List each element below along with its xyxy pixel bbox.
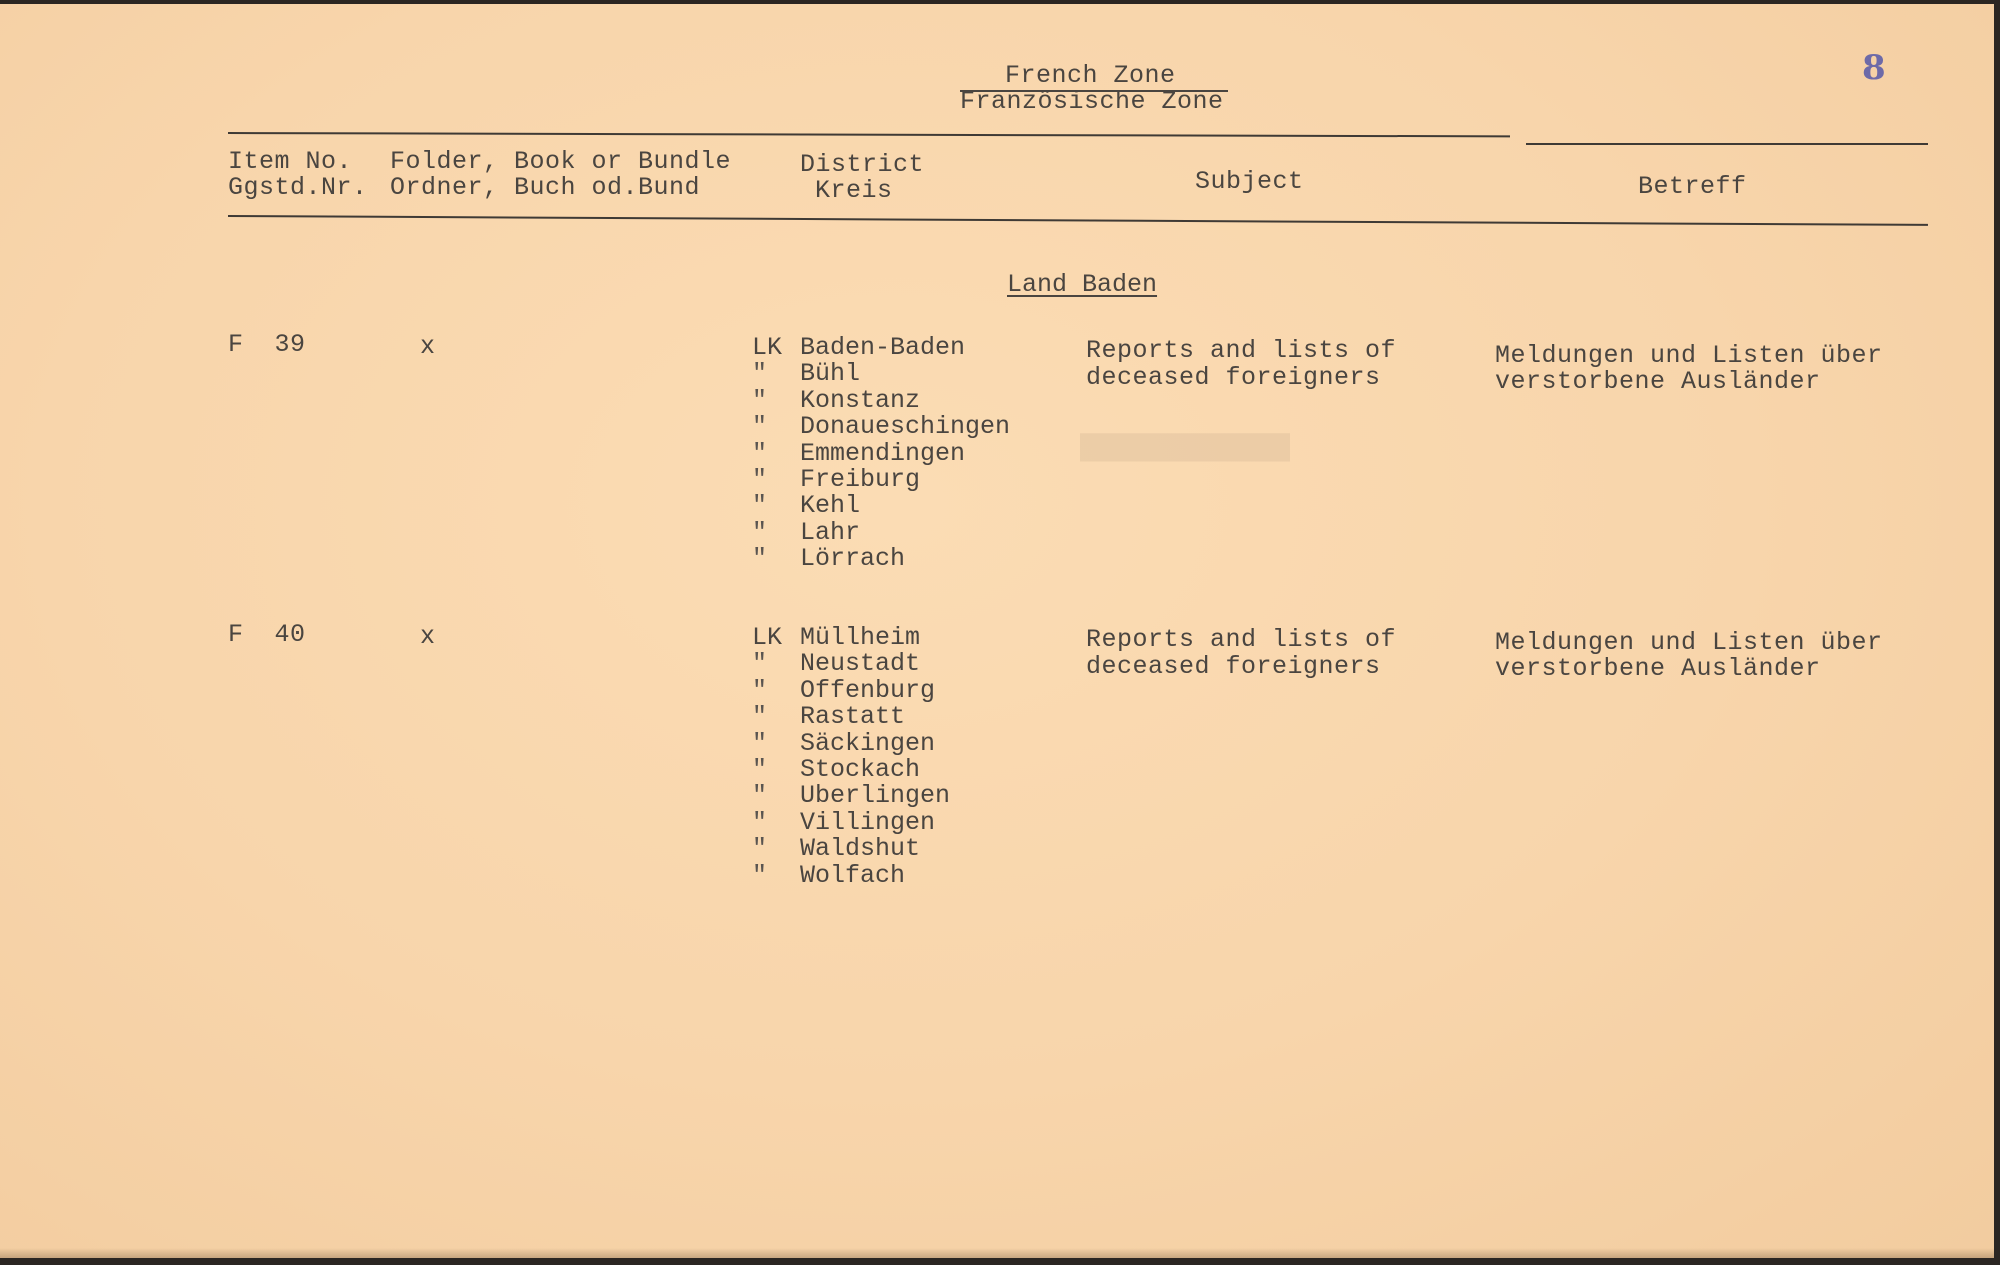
district-name: Kehl (800, 491, 861, 521)
entry-item-number: F 39 (228, 330, 306, 359)
district-name: Bühl (800, 359, 861, 389)
district-prefix: " (752, 649, 768, 679)
district-prefix: " (752, 544, 768, 574)
district-prefix: " (752, 807, 768, 837)
district-name: Neustadt (800, 649, 921, 679)
district-name: Offenburg (800, 675, 936, 705)
district-name: Emmendingen (800, 438, 966, 468)
entry-subject: deceased foreigners (1086, 363, 1381, 392)
district-name: Villingen (800, 807, 936, 837)
zone-title-english: French Zone (1005, 61, 1176, 90)
district-name: Lahr (800, 517, 861, 547)
header-item-no-de: Ggstd.Nr. (228, 173, 368, 202)
entry-betreff: Meldungen und Listen über (1495, 628, 1883, 657)
district-prefix: " (752, 702, 768, 732)
zone-title-german: Französische Zone (960, 87, 1224, 116)
page-number: 8 (1862, 48, 1886, 88)
entry-betreff: verstorbene Ausländer (1495, 654, 1821, 683)
bleed-through-decoration: ██████████████ (1080, 433, 1291, 462)
district-name: Rastatt (800, 702, 906, 732)
header-folder: Folder, Book or Bundle (390, 147, 732, 176)
header-folder-de: Ordner, Buch od.Bund (390, 173, 701, 202)
entry-item-number: F 40 (228, 620, 306, 649)
district-prefix: " (752, 412, 768, 442)
document-page (0, 4, 1994, 1258)
header-district-de: Kreis (815, 176, 893, 205)
district-prefix: " (752, 438, 768, 468)
district-name: Stockach (800, 754, 921, 784)
district-prefix: LK (752, 333, 783, 362)
district-prefix: LK (752, 623, 783, 652)
district-name: Lörrach (800, 544, 906, 574)
district-name: Baden-Baden (800, 333, 966, 362)
header-subject: Subject (1195, 167, 1304, 196)
district-prefix: " (752, 754, 768, 784)
district-prefix: " (752, 834, 768, 864)
district-name: Müllheim (800, 623, 921, 652)
district-prefix: " (752, 781, 768, 811)
district-name: Waldshut (800, 834, 921, 864)
entry-betreff: verstorbene Ausländer (1495, 367, 1821, 396)
district-name: Säckingen (800, 728, 936, 758)
header-top-rule (228, 132, 1510, 137)
entry-subject: Reports and lists of (1086, 336, 1397, 365)
district-prefix: " (752, 728, 768, 758)
district-name: Wolfach (800, 860, 906, 890)
header-bottom-rule (228, 215, 1928, 226)
header-district: District (800, 150, 925, 179)
district-prefix: " (752, 860, 768, 890)
district-name: Freiburg (800, 464, 921, 494)
header-item-no: Item No. (228, 147, 353, 176)
entry-folder-mark: x (420, 622, 436, 651)
district-prefix: " (752, 675, 768, 705)
entry-subject: deceased foreigners (1086, 652, 1381, 681)
district-prefix: " (752, 464, 768, 494)
district-prefix: " (752, 517, 768, 547)
page-bottom-edge (0, 1248, 1994, 1258)
district-name: Donaueschingen (800, 412, 1011, 442)
entry-betreff: Meldungen und Listen über (1495, 341, 1883, 370)
entry-folder-mark: x (420, 332, 436, 361)
header-betreff: Betreff (1638, 172, 1747, 201)
section-title: Land Baden (1007, 270, 1158, 299)
header-top-rule-right (1526, 143, 1928, 145)
district-prefix: " (752, 359, 768, 389)
district-prefix: " (752, 491, 768, 521)
entry-subject: Reports and lists of (1086, 625, 1397, 654)
district-name: Uberlingen (800, 781, 951, 811)
district-prefix: " (752, 385, 768, 415)
district-name: Konstanz (800, 385, 921, 415)
